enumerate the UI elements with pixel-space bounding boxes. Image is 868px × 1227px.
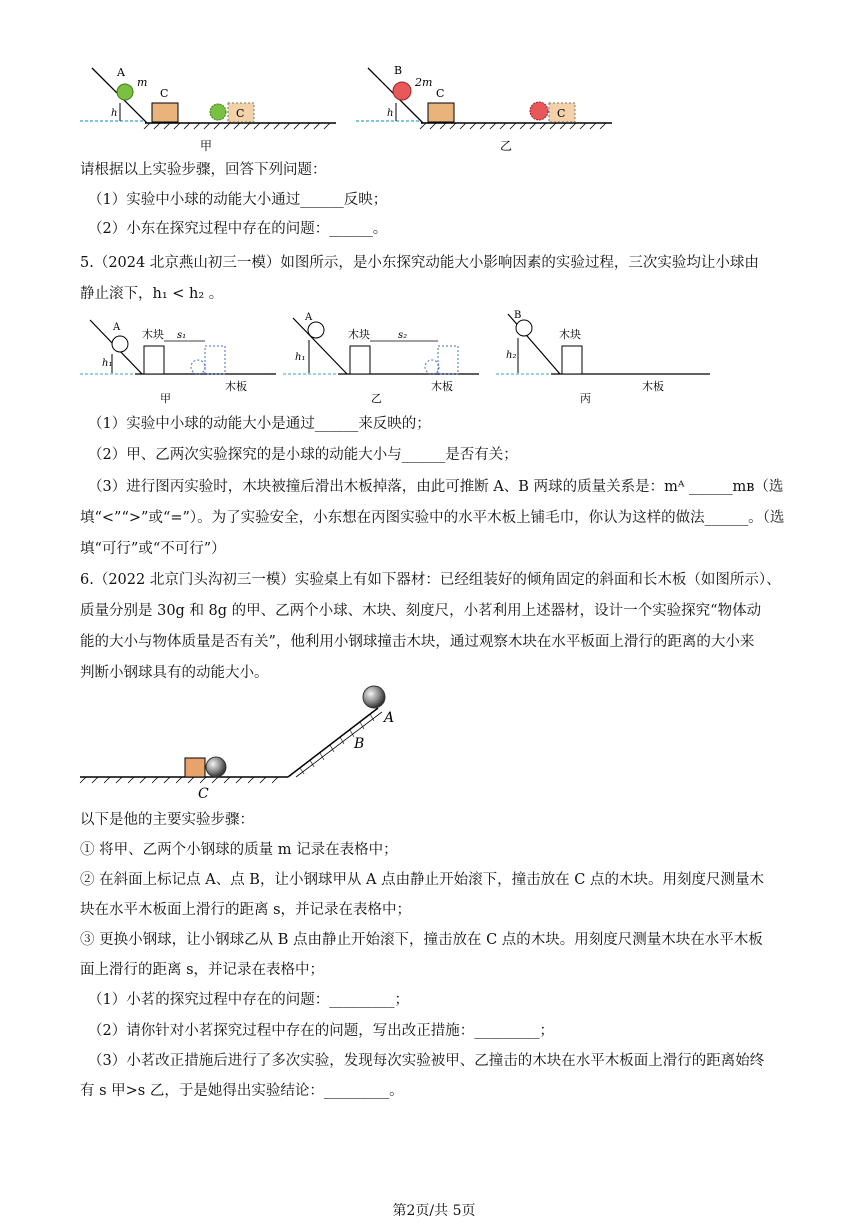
q4-intro: 请根据以上实验步骤，回答下列问题： [80,162,327,178]
page-footer: 第2页/共 5页 [392,1203,476,1219]
svg-text:B: B [354,736,365,752]
step-3-a: ③ 更换小钢球，让小钢球乙从 B 点由静止开始滚下，撞击放在 C 点的木块。用刻度尺测量木块在水平木板 [80,932,763,948]
q5-part2: （2）甲、乙两次实验探究的是小球的动能大小与______是否有关； [88,447,518,463]
svg-text:木板: 木板 [642,380,664,393]
figure-top-yi [356,58,616,158]
svg-text:B: B [514,310,522,321]
svg-text:木板: 木板 [431,380,453,393]
svg-text:C: C [557,107,566,120]
ball-b-red [393,82,411,100]
svg-text:A: A [117,66,125,79]
q5-part3-c: 填“可行”或“不可行”） [80,541,226,557]
step-1: ① 将甲、乙两个小钢球的质量 m 记录在表格中； [80,842,398,858]
q5-part1: （1）实验中小球的动能大小是通过______来反映的； [88,416,431,432]
q5-part3-b: 填“<”“>”或“=”）。为了实验安全，小东想在丙图实验中的水平木板上铺毛巾，你认为这样的做法______。（选 [80,510,785,526]
wood-block-c [185,758,205,777]
q6-stem-3: 能的大小与物体质量是否有关”，他利用小钢球撞击木块，通过观察木块在水平板面上滑行的距离的大小来 [80,634,755,650]
svg-text:s₂: s₂ [398,330,408,341]
svg-text:木块: 木块 [142,328,164,341]
q6-stem-4: 判断小钢球具有的动能大小。 [80,665,269,681]
steel-ball-at-a [363,686,385,708]
figure-top-jia [80,58,340,158]
svg-text:甲: 甲 [160,392,171,405]
svg-text:2m: 2m [415,76,433,89]
figure-q5-bing [496,308,716,406]
svg-text:C: C [436,87,445,100]
svg-text:木板: 木板 [225,380,247,393]
svg-text:h: h [111,108,118,119]
svg-text:A: A [384,710,395,726]
q4-part1: （1）实验中小球的动能大小通过______反映； [88,192,388,208]
svg-text:h₁: h₁ [102,358,113,369]
figure-q6 [78,682,408,802]
q5-stem-1: 5.（2024 北京燕山初三一模）如图所示，是小东探究动能大小影响因素的实验过程，三次实验均让小球由 [80,255,759,271]
svg-text:木块: 木块 [559,328,581,341]
svg-text:h: h [387,108,394,119]
svg-text:A: A [305,312,313,323]
q6-part3-b: 有 s 甲>s 乙，于是她得出实验结论：_________。 [80,1083,404,1099]
svg-text:B: B [394,64,403,77]
svg-text:h₂: h₂ [506,350,517,361]
svg-text:h₁: h₁ [295,352,306,363]
step-2-a: ② 在斜面上标记点 A、点 B，让小钢球甲从 A 点由静止开始滚下，撞击放在 C 点的木块。用刻度尺测量木 [80,872,764,888]
svg-text:丙: 丙 [580,392,591,405]
q5-part3-a: （3）进行图丙实验时，木块被撞后滑出木板掉落，由此可推断 A、B 两球的质量关系是：mᴬ ______mʙ（选 [88,479,784,495]
svg-text:乙: 乙 [371,392,382,405]
q5-stem-2: 静止滚下，h₁ < h₂ 。 [80,286,224,302]
ball-a-green [117,84,133,100]
svg-text:s₁: s₁ [177,330,187,341]
q6-stem-2: 质量分别是 30g 和 8g 的甲、乙两个小球、木块、刻度尺，小茗利用上述器材，设计一个实验探究“物体动 [80,603,762,619]
svg-text:乙: 乙 [500,139,513,153]
step-3-b: 面上滑行的距离 s，并记录在表格中； [80,962,325,978]
block-c [152,103,178,122]
q6-part1: （1）小茗的探究过程中存在的问题：_________； [88,992,409,1008]
q6-part3-a: （3）小茗改正措施后进行了多次实验，发现每次实验被甲、乙撞击的木块在水平木板面上滑行的距离始终 [88,1053,765,1069]
svg-text:m: m [137,76,148,89]
q6-part2: （2）请你针对小茗探究过程中存在的问题，写出改正措施：_________； [88,1023,554,1039]
q6-stem-1: 6.（2022 北京门头沟初三一模）实验桌上有如下器材：已经组装好的倾角固定的斜面和长木板（如图所示）、 [80,572,781,588]
q4-part2: （2）小东在探究过程中存在的问题：______。 [88,221,388,237]
svg-text:木块: 木块 [348,328,370,341]
svg-text:C: C [198,786,209,802]
figure-q5-jia [80,314,280,406]
steps-intro: 以下是他的主要实验步骤： [80,812,254,828]
svg-text:C: C [160,87,169,100]
steel-ball-at-c [206,757,226,777]
svg-text:甲: 甲 [200,139,213,153]
svg-text:A: A [113,322,121,333]
svg-text:C: C [236,107,245,120]
figure-q5-yi [283,308,483,406]
step-2-b: 块在水平木板面上滑行的距离 s，并记录在表格中； [80,902,412,918]
